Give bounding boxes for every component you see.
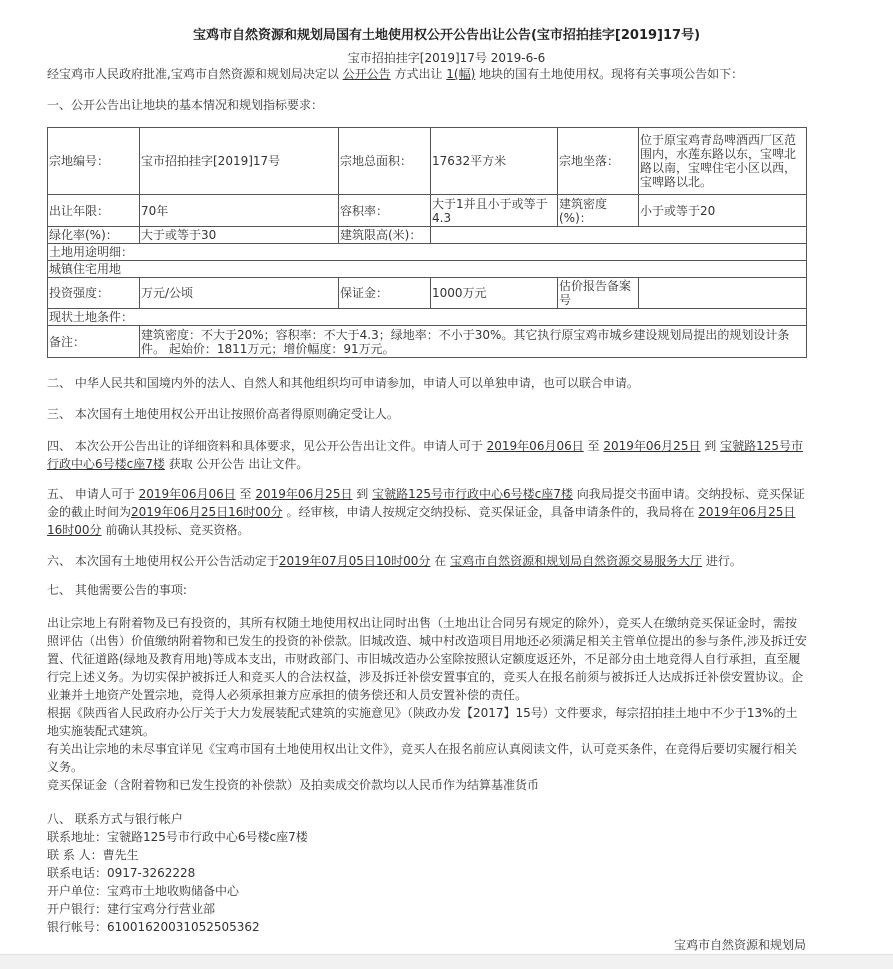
notes-block (47, 614, 807, 794)
note-item: 有关出让宗地的未尽事宜详见《宝鸡市国有土地使用权出让文件》，竞买人在报名前应认真阅读文件，认可竞买条件，在竞得后要切实履行相关义务。 (47, 742, 798, 774)
remark-value: 建筑密度：不大于20%；容积率：不大于4.3；绿地率：不小于30%。其它执行原宝鸡市城乡建设规划局提出的规划设计条件。 起始价：1811万元；增价幅度：91万元。 (140, 326, 807, 358)
bottom-bar (0, 954, 893, 969)
term-value: 70年 (140, 195, 339, 227)
parcel-info-table (47, 127, 807, 358)
table-row: 备注： 建筑密度：不大于20%；容积率：不大于4.3；绿地率：不小于30%。其它执行原宝鸡市城乡建设规划局提出的规划设计条件。 起始价：1811万元；增价幅度：91万元。 (48, 326, 807, 358)
table-row: 土地用途明细： (48, 244, 807, 261)
contact-heading: 八、 联系方式与银行帐户 (47, 812, 183, 826)
footer-organization: 宝鸡市自然资源和规划局 (673, 938, 806, 952)
note-item: 根据《陕西省人民政府办公厅关于大力发展装配式建筑的实施意见》（陕政办发【2017】15号）文件要求，每宗招拍挂土地中不少于13%的土地实施装配式建筑。 (47, 706, 798, 738)
account-unit: 开户单位：宝鸡市土地收购储备中心 (47, 884, 240, 898)
height-value (431, 227, 807, 244)
invest-value: 万元/公顷 (140, 278, 339, 309)
parcel-count: 1(幅) (446, 67, 476, 81)
parcel-location: 位于原宝鸡青岛啤酒西厂区范围内，水莲东路以东，宝啤北路以南，宝啤住宅小区以西，宝啤路以北。 (639, 128, 807, 195)
section3-paragraph: 三、 本次国有土地使用权公开出让按照价高者得原则确定受让人。 (47, 407, 399, 421)
land-use: 城镇住宅用地 (48, 261, 807, 278)
page-title: 宝鸡市自然资源和规划局国有土地使用权公开公告出让公告(宝市招拍挂字[2019]17号) (192, 28, 701, 43)
section4-paragraph: 四、 本次公开公告出让的详细资料和具体要求，见公开公告出让文件。申请人可于 2019年06月06日 至 2019年06月25日 到 宝虢路125号市行政中心6号楼c座7楼 获取 公开公告 出让文件。 (47, 439, 804, 471)
table-row: 出让年限： 70年 容积率： 大于1并且小于或等于4.3 建筑密度(%)： 小于或等于20 (48, 195, 807, 227)
table-row: 绿化率(%)： 大于或等于30 建筑限高(米)： (48, 227, 807, 244)
contact-block (47, 810, 807, 936)
page-subtitle: 宝市招拍挂字[2019]17号 2019-6-6 (347, 51, 546, 65)
section6-paragraph: 六、 本次国有土地使用权公开公告活动定于2019年07月05日10时00分 在 宝鸡市自然资源和规划局自然资源交易服务大厅 进行。 (47, 554, 742, 568)
parcel-no: 宝市招拍挂字[2019]17号 (140, 128, 339, 195)
table-row: 宗地编号： 宝市招拍挂字[2019]17号 宗地总面积： 17632平方米 宗地坐落： 位于原宝鸡青岛啤酒西厂区范围内，水莲东路以东，宝啤北路以南，宝啤住宅小区以西，宝啤路以北。 (48, 128, 807, 195)
method-link: 公开公告 (342, 67, 391, 81)
intro-paragraph: 经宝鸡市人民政府批准,宝鸡市自然资源和规划局决定以 公开公告 方式出让 1(幅) 地块的国有土地使用权。现将有关事项公告如下： (47, 67, 744, 81)
section7-heading: 七、 其他需要公告的事项: (47, 583, 187, 597)
green-value: 大于或等于30 (140, 227, 339, 244)
far-value: 大于1并且小于或等于4.3 (431, 195, 558, 227)
report-value (639, 278, 807, 309)
section5-paragraph: 五、 申请人可于 2019年06月06日 至 2019年06月25日 到 宝虢路125号市行政中心6号楼c座7楼 向我局提交书面申请。交纳投标、竞买保证金的截止时间为2019年06月25日16时00分 。经审核，申请人按规定交纳投标、竞买保证金，具备申请条件的，我局将在 2019年06月25日16时00分 前确认其投标、竞买资格。 (47, 487, 805, 537)
account-bank: 开户银行：建行宝鸡分行营业部 (47, 902, 216, 916)
contact-address: 联系地址：宝虢路125号市行政中心6号楼c座7楼 (47, 830, 308, 844)
density-value: 小于或等于20 (639, 195, 807, 227)
contact-phone: 联系电话：0917-3262228 (47, 866, 196, 880)
contact-person: 联 系 人：曹先生 (47, 848, 139, 862)
note-item: 出让宗地上有附着物及已有投资的，其所有权随土地使用权出让同时出售（土地出让合同另有规定的除外），竞买人在缴纳竞买保证金时，需按照评估（出售）价值缴纳附着物和已发生的投资的补偿款。旧城改造、城中村改造项目用地还必须满足相关主管单位提出的参与条件,涉及拆迁安置、代征道路(绿地及教育用地)等成本支出，市财政部门、市旧城改造办公室除按照认定额度返还外，不足部分由土地竞得人自行承担，直至履行完上述义务。为切实保护被拆迁人和竞买人的合法权益，涉及拆迁补偿安置事宜的，竞买人在报名前须与被拆迁人达成拆迁补偿安置协议。企业兼并土地资产处置宗地，竞得人必须承担兼方应承担的债务偿还和人员安置补偿的责任。 (47, 616, 807, 702)
section1-heading: 一、公开公告出让地块的基本情况和规划指标要求： (47, 98, 324, 112)
table-row: 投资强度： 万元/公顷 保证金： 1000万元 估价报告备案号 (48, 278, 807, 309)
section2-paragraph: 二、 中华人民共和国境内外的法人、自然人和其他组织均可申请参加，申请人可以单独申请，也可以联合申请。 (47, 376, 639, 390)
deposit-value: 1000万元 (431, 278, 558, 309)
table-row: 现状土地条件： (48, 309, 807, 326)
table-row (48, 261, 807, 278)
account-number: 银行帐号：61001620031052505362 (47, 920, 260, 934)
note-item: 竞买保证金（含附着物和已发生投资的补偿款）及拍卖成交价款均以人民币作为结算基准货币 (47, 778, 540, 792)
parcel-area: 17632平方米 (431, 128, 558, 195)
